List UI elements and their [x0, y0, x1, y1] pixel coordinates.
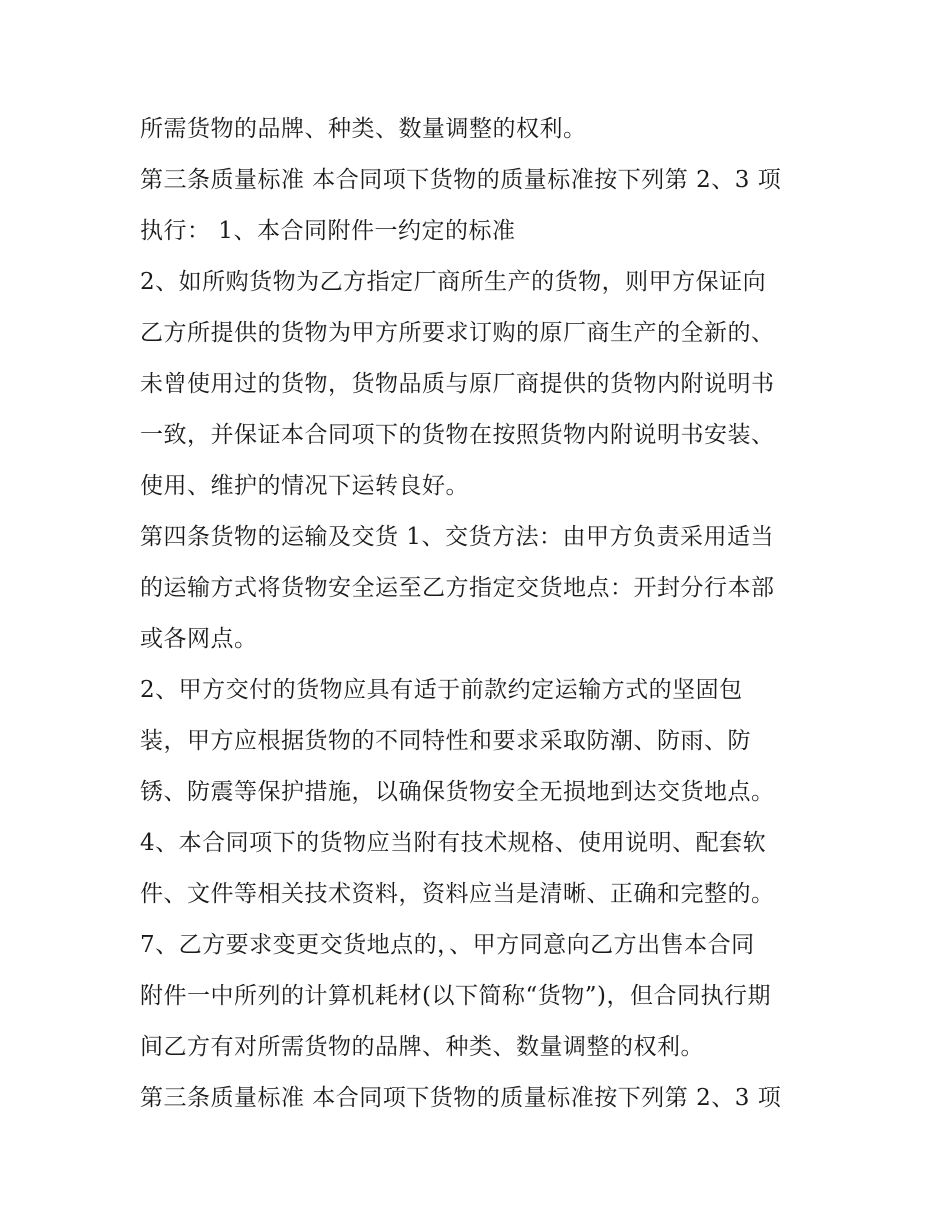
text-line: 第三条质量标准 本合同项下货物的质量标准按下列第 2、3 项	[140, 167, 782, 193]
text-line: 第四条货物的运输及交货 1、交货方法：由甲方负责采用适当	[140, 524, 774, 550]
text-line: 锈、防震等保护措施，以确保货物安全无损地到达交货地点。	[140, 779, 775, 805]
text-line: 执行： 1、本合同附件一约定的标准	[140, 218, 516, 244]
text-line: 第三条质量标准 本合同项下货物的质量标准按下列第 2、3 项	[140, 1085, 782, 1111]
text-line: 7、乙方要求变更交货地点的，、甲方同意向乙方出售本合同	[140, 932, 755, 958]
text-line: 乙方所提供的货物为甲方所要求订购的原厂商生产的全新的、	[140, 320, 775, 346]
text-line: 的运输方式将货物安全运至乙方指定交货地点：开封分行本部	[140, 575, 775, 601]
document-body	[140, 104, 830, 1124]
text-line: 一致，并保证本合同项下的货物在按照货物内附说明书安装、	[140, 422, 775, 448]
text-line: 件、文件等相关技术资料，资料应当是清晰、正确和完整的。	[140, 881, 775, 907]
text-line: 未曾使用过的货物，货物品质与原厂商提供的货物内附说明书	[140, 371, 775, 397]
text-line: 2、如所购货物为乙方指定厂商所生产的货物，则甲方保证向	[140, 269, 767, 295]
text-line: 附件一中所列的计算机耗材(以下简称“货物”)，但合同执行期	[140, 983, 771, 1009]
text-line: 使用、维护的情况下运转良好。	[140, 473, 469, 499]
text-line: 装，甲方应根据货物的不同特性和要求采取防潮、防雨、防	[140, 728, 751, 754]
text-line: 4、本合同项下的货物应当附有技术规格、使用说明、配套软	[140, 830, 767, 856]
text-line: 或各网点。	[140, 626, 258, 652]
text-line: 间乙方有对所需货物的品牌、种类、数量调整的权利。	[140, 1034, 704, 1060]
text-line: 所需货物的品牌、种类、数量调整的权利。	[140, 116, 587, 142]
text-line: 2、甲方交付的货物应具有适于前款约定运输方式的坚固包	[140, 677, 743, 703]
